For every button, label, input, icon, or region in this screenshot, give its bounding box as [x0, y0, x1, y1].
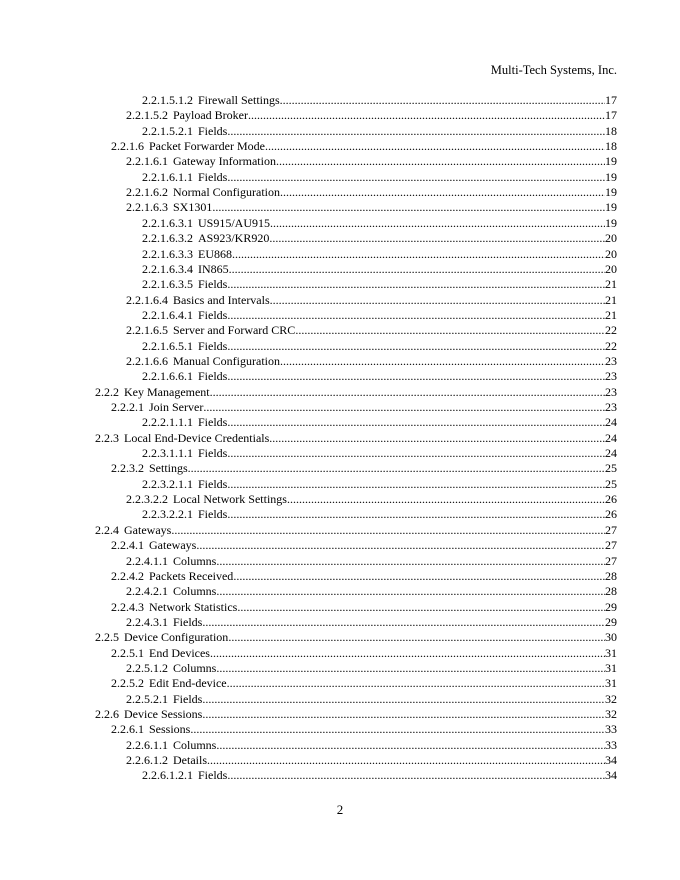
toc-entry-page: 34 [605, 768, 617, 783]
toc-entry-page: 19 [605, 169, 617, 184]
toc-entry-page: 24 [605, 446, 617, 461]
toc-entry[interactable] [142, 369, 617, 385]
toc-entry-page: 17 [605, 93, 617, 107]
toc-entry-number: 2.2.3.2.2 [126, 492, 168, 507]
toc-dot-leader [280, 354, 605, 369]
toc-dot-leader [188, 461, 605, 476]
toc-dot-leader [270, 216, 605, 231]
toc-entry-title: IN865 [198, 261, 229, 276]
toc-entry-title: End Devices [149, 645, 210, 660]
toc-entry-number: 2.2.1.6.3.4 [142, 261, 193, 276]
toc-dot-leader [210, 385, 605, 400]
toc-entry[interactable] [111, 676, 617, 692]
toc-entry-title: Fields [198, 415, 228, 430]
toc-entry-title: Manual Configuration [173, 353, 280, 368]
toc-entry-title: Device Sessions [124, 707, 203, 721]
toc-entry-number: 2.2.1.6.3.5 [142, 277, 193, 292]
toc-entry[interactable] [111, 538, 617, 554]
page-number: 2 [336, 802, 344, 817]
toc-entry-title: Key Management [124, 384, 210, 399]
toc-entry-page: 20 [605, 246, 617, 261]
toc-entry-page: 20 [605, 231, 617, 246]
toc-entry-page: 32 [605, 707, 617, 721]
toc-dot-leader [227, 446, 605, 461]
toc-dot-leader [233, 569, 605, 584]
toc-entry-page: 27 [605, 538, 617, 553]
toc-entry-title: Join Server [149, 400, 204, 414]
toc-entry[interactable] [111, 139, 617, 155]
toc-entry-page: 22 [605, 323, 617, 338]
toc-entry[interactable] [126, 185, 617, 201]
toc-entry-number: 2.2.1.5.2 [126, 108, 168, 123]
toc-entry-page: 33 [605, 722, 617, 737]
toc-entry-number: 2.2.5.2.1 [126, 691, 168, 706]
toc-entry[interactable] [126, 492, 617, 508]
toc-entry-title: Fields [198, 338, 228, 353]
toc-entry-page: 19 [605, 200, 617, 215]
toc-entry-number: 2.2.1.6.3.1 [142, 215, 193, 230]
toc-entry-page: 23 [605, 369, 617, 384]
page-header-company: Multi-Tech Systems, Inc. [490, 63, 617, 77]
toc-entry-number: 2.2.4.2 [111, 568, 144, 583]
toc-entry-title: Columns [173, 553, 217, 568]
toc-entry-page: 34 [605, 753, 617, 768]
toc-entry[interactable] [111, 646, 617, 662]
toc-dot-leader [269, 431, 605, 446]
toc-entry[interactable] [111, 400, 617, 416]
toc-entry-title: Local Network Settings [173, 492, 287, 507]
toc-entry-title: Columns [173, 584, 217, 599]
toc-entry-number: 2.2.4.1 [111, 538, 144, 553]
toc-entry[interactable] [142, 339, 617, 355]
toc-entry-page: 25 [605, 461, 617, 476]
toc-entry-number: 2.2.1.6.5.1 [142, 338, 193, 353]
toc-entry-number: 2.2.3 [95, 430, 119, 445]
toc-entry-number: 2.2.2.1 [111, 400, 144, 414]
toc-dot-leader [227, 415, 605, 430]
toc-entry-number: 2.2.1.5.2.1 [142, 123, 193, 138]
toc-entry[interactable] [142, 768, 617, 784]
toc-entry-title: Fields [198, 123, 228, 138]
toc-dot-leader [295, 323, 605, 338]
toc-entry-title: Fields [198, 507, 228, 522]
toc-entry[interactable] [95, 630, 617, 646]
toc-entry-title: Basics and Intervals [173, 292, 270, 307]
toc-entry-number: 2.2.1.6.4.1 [142, 307, 193, 322]
toc-entry-title: Columns [173, 737, 217, 752]
toc-entry-title: Fields [173, 614, 203, 629]
toc-entry-title: Fields [198, 307, 228, 322]
toc-dot-leader [216, 584, 605, 599]
toc-entry[interactable] [95, 707, 617, 723]
toc-entry[interactable] [95, 523, 617, 539]
toc-dot-leader [287, 492, 605, 507]
toc-entry-number: 2.2.1.6.2 [126, 185, 168, 200]
toc-entry-page: 23 [605, 400, 617, 414]
toc-dot-leader [196, 538, 605, 553]
toc-entry-page: 19 [605, 185, 617, 200]
toc-entry-page: 27 [605, 553, 617, 568]
toc-entry-title: Network Statistics [149, 599, 238, 614]
toc-dot-leader [216, 554, 605, 569]
toc-entry-title: Fields [198, 768, 228, 783]
toc-entry[interactable] [142, 277, 617, 293]
toc-dot-leader [227, 124, 605, 139]
toc-entry-page: 28 [605, 584, 617, 599]
toc-dot-leader [280, 185, 605, 200]
toc-entry[interactable] [126, 323, 617, 339]
toc-entry[interactable] [126, 154, 617, 170]
toc-entry-page: 24 [605, 415, 617, 430]
toc-entry-title: Packets Received [149, 568, 234, 583]
toc-dot-leader [227, 339, 605, 354]
toc-dot-leader [280, 93, 605, 108]
toc-entry-page: 31 [605, 645, 617, 660]
toc-dot-leader [265, 139, 605, 154]
toc-dot-leader [227, 477, 605, 492]
toc-entry-number: 2.2.4.3 [111, 599, 144, 614]
toc-entry-title: US915/AU915 [198, 215, 271, 230]
toc-entry[interactable] [111, 461, 617, 477]
toc-entry[interactable] [126, 554, 617, 570]
toc-entry[interactable] [126, 200, 617, 216]
toc-entry[interactable] [126, 661, 617, 677]
toc-entry-number: 2.2.6.1 [111, 722, 144, 737]
toc-entry[interactable] [126, 354, 617, 370]
toc-dot-leader [270, 293, 605, 308]
toc-dot-leader [227, 369, 605, 384]
toc-dot-leader [227, 507, 605, 522]
toc-entry-page: 23 [605, 384, 617, 399]
toc-entry-number: 2.2.6.1.2 [126, 753, 168, 768]
toc-entry-title: Columns [173, 660, 217, 675]
toc-entry[interactable] [111, 600, 617, 616]
toc-entry-title: Fields [198, 476, 228, 491]
toc-dot-leader [203, 400, 605, 415]
toc-entry-page: 23 [605, 353, 617, 368]
toc-entry-number: 2.2.1.6.1.1 [142, 169, 193, 184]
toc-entry-number: 2.2.1.6.6 [126, 353, 168, 368]
toc-entry[interactable] [142, 262, 617, 278]
toc-entry[interactable] [126, 753, 617, 769]
toc-entry[interactable] [142, 216, 617, 232]
toc-entry-title: AS923/KR920 [198, 231, 270, 246]
toc-entry[interactable] [142, 446, 617, 462]
toc-entry[interactable] [142, 247, 617, 263]
toc-entry-title: Sessions [149, 722, 191, 737]
toc-entry-page: 24 [605, 430, 617, 445]
toc-dot-leader [227, 768, 605, 783]
toc-entry-title: Gateway Information [173, 154, 276, 169]
toc-entry-title: Local End-Device Credentials [124, 430, 270, 445]
toc-entry[interactable] [142, 308, 617, 324]
toc-entry-number: 2.2.5.2 [111, 676, 144, 691]
toc-entry-number: 2.2.1.6.1 [126, 154, 168, 169]
toc-entry-title: Server and Forward CRC [173, 323, 296, 338]
toc-entry-number: 2.2.4 [95, 522, 119, 537]
toc-entry[interactable] [126, 692, 617, 708]
toc-entry-title: Fields [198, 446, 228, 461]
toc-entry[interactable] [142, 415, 617, 431]
toc-entry-number: 2.2.1.6.3 [126, 200, 168, 215]
toc-entry-page: 30 [605, 630, 617, 645]
toc-entry[interactable] [142, 170, 617, 186]
toc-entry-page: 25 [605, 476, 617, 491]
toc-entry-page: 29 [605, 614, 617, 629]
toc-entry-number: 2.2.3.2.2.1 [142, 507, 193, 522]
toc-entry[interactable] [142, 477, 617, 493]
toc-dot-leader [248, 108, 605, 123]
toc-dot-leader [212, 200, 605, 215]
toc-entry-number: 2.2.4.2.1 [126, 584, 168, 599]
toc-dot-leader [216, 738, 605, 753]
toc-entry-title: Firewall Settings [198, 93, 280, 107]
toc-entry-title: Details [173, 753, 207, 768]
toc-entry-number: 2.2.1.5.1.2 [142, 93, 193, 107]
toc-entry-number: 2.2.5 [95, 630, 119, 645]
toc-entry-page: 19 [605, 154, 617, 169]
toc-entry[interactable] [111, 569, 617, 585]
toc-entry[interactable] [142, 231, 617, 247]
toc-entry-page: 21 [605, 307, 617, 322]
toc-entry-number: 2.2.5.1.2 [126, 660, 168, 675]
toc-entry-number: 2.2.3.2.1.1 [142, 476, 193, 491]
toc-entry-number: 2.2.3.1.1.1 [142, 446, 193, 461]
toc-entry[interactable] [111, 722, 617, 738]
toc-dot-leader [228, 630, 605, 645]
toc-entry[interactable] [126, 584, 617, 600]
toc-entry-page: 29 [605, 599, 617, 614]
toc-entry-page: 33 [605, 737, 617, 752]
toc-entry-page: 22 [605, 338, 617, 353]
toc-entry-page: 27 [605, 522, 617, 537]
toc-entry[interactable] [126, 108, 617, 124]
toc-entry[interactable] [95, 431, 617, 447]
toc-entry-number: 2.2.1.6.3.3 [142, 246, 193, 261]
toc-entry-page: 31 [605, 676, 617, 691]
toc-entry-page: 21 [605, 292, 617, 307]
toc-entry-number: 2.2.6 [95, 707, 119, 721]
toc-entry-number: 2.2.5.1 [111, 645, 144, 660]
toc-entry-page: 26 [605, 507, 617, 522]
toc-entry-number: 2.2.1.6.5 [126, 323, 168, 338]
toc-entry-title: Gateways [149, 538, 197, 553]
toc-entry-title: Fields [173, 691, 203, 706]
toc-dot-leader [227, 277, 605, 292]
toc-entry-title: EU868 [198, 246, 232, 261]
toc-dot-leader [237, 600, 605, 615]
toc-entry-title: Fields [198, 169, 228, 184]
toc-entry-number: 2.2.4.1.1 [126, 553, 168, 568]
toc-entry[interactable] [126, 293, 617, 309]
toc-entry-title: Fields [198, 369, 228, 384]
toc-entry[interactable] [142, 93, 617, 109]
toc-dot-leader [227, 308, 605, 323]
toc-entry-title: Gateways [124, 522, 172, 537]
toc-entry-page: 32 [605, 691, 617, 706]
toc-dot-leader [190, 722, 605, 737]
toc-entry-number: 2.2.6.1.1 [126, 737, 168, 752]
toc-entry[interactable] [142, 507, 617, 523]
toc-dot-leader [210, 646, 605, 661]
toc-dot-leader [269, 231, 605, 246]
toc-entry-page: 26 [605, 492, 617, 507]
toc-entry-title: Payload Broker [173, 108, 248, 123]
toc-dot-leader [207, 753, 605, 768]
toc-entry-title: Fields [198, 277, 228, 292]
toc-entry-page: 31 [605, 660, 617, 675]
toc-entry-page: 17 [605, 108, 617, 123]
toc-entry-page: 20 [605, 261, 617, 276]
toc-entry-number: 2.2.6.1.2.1 [142, 768, 193, 783]
toc-entry-title: Normal Configuration [173, 185, 280, 200]
toc-entry-number: 2.2.1.6.6.1 [142, 369, 193, 384]
toc-entry-page: 18 [605, 139, 617, 154]
toc-entry[interactable] [126, 738, 617, 754]
toc-entry-page: 21 [605, 277, 617, 292]
toc-entry-number: 2.2.3.2 [111, 461, 144, 476]
toc-dot-leader [229, 262, 605, 277]
toc-dot-leader [276, 154, 605, 169]
toc-dot-leader [202, 707, 605, 722]
toc-entry-page: 18 [605, 123, 617, 138]
toc-entry[interactable] [126, 615, 617, 631]
toc-dot-leader [227, 676, 605, 691]
toc-entry-number: 2.2.1.6.4 [126, 292, 168, 307]
toc-entry-page: 28 [605, 568, 617, 583]
toc-entry-number: 2.2.1.6.3.2 [142, 231, 193, 246]
toc-dot-leader [202, 615, 605, 630]
toc-dot-leader [227, 170, 605, 185]
toc-entry[interactable] [142, 124, 617, 140]
toc-entry-page: 19 [605, 215, 617, 230]
toc-entry-number: 2.2.2 [95, 384, 119, 399]
toc-entry-title: Packet Forwarder Mode [149, 139, 265, 154]
toc-dot-leader [171, 523, 605, 538]
toc-entry-title: Settings [149, 461, 188, 476]
toc-entry-title: Device Configuration [124, 630, 229, 645]
toc-dot-leader [216, 661, 605, 676]
toc-entry-title: Edit End-device [149, 676, 227, 691]
toc-entry-number: 2.2.4.3.1 [126, 614, 168, 629]
toc-dot-leader [232, 247, 605, 262]
toc-entry-title: SX1301 [173, 200, 213, 215]
toc-entry-number: 2.2.2.1.1.1 [142, 415, 193, 430]
toc-dot-leader [202, 692, 605, 707]
toc-entry[interactable] [95, 385, 617, 401]
toc-entry-number: 2.2.1.6 [111, 139, 144, 154]
